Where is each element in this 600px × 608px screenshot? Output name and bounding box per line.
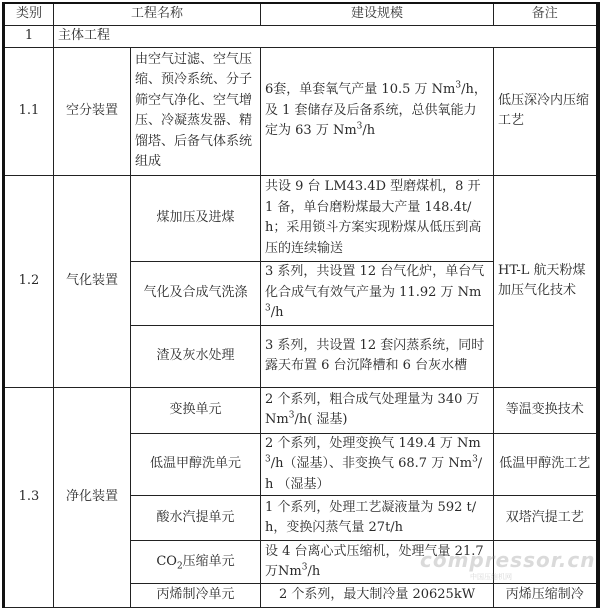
header-project-name: 工程名称	[54, 3, 261, 25]
scale-text: 设 4 台离心式压缩机，处理气量 21.7 万Nm	[265, 543, 484, 579]
section-row	[4, 25, 598, 47]
subrow-name: 酸水汽提单元	[131, 496, 261, 541]
scale-text: 2 个系列，处理变换气 149.4 万 Nm	[265, 435, 481, 451]
scale-text: /h	[362, 123, 376, 139]
subrow-scale	[261, 433, 494, 496]
superscript: 3	[472, 454, 478, 465]
subrow-scale: 2 个系列，最大制冷量 20625kW	[261, 584, 494, 608]
row-number: 1.3	[4, 387, 54, 608]
subrow-scale: 1 个系列，处理工艺凝液量为 592 t/h，变换闪蒸气量 27t/h	[261, 496, 494, 541]
subrow-name: 煤加压及进煤	[131, 175, 261, 261]
table-row-1-2-a	[4, 175, 598, 261]
row-name: 净化装置	[54, 387, 131, 608]
scale-text: /h，及 1 套储存及后备系统，总供氧能力定为 63 万 Nm	[265, 82, 487, 139]
scale-text: 2 个系列，粗合成气处理量为 340 万Nm	[265, 391, 480, 427]
subrow-remarks: 双塔汽提工艺	[494, 496, 598, 541]
scale-text: /h （湿基）	[265, 456, 483, 492]
row-name: 空分装置	[54, 47, 131, 175]
name-text: 压缩单元	[182, 553, 235, 569]
superscript: 3	[265, 303, 271, 314]
header-remarks: 备注	[494, 3, 598, 25]
table-row-1-1	[4, 47, 598, 175]
scale-text: /h	[307, 564, 321, 579]
subrow-name: 变换单元	[131, 387, 261, 433]
section-title: 主体工程	[54, 25, 598, 47]
table-container	[2, 2, 596, 608]
row-remarks: HT-L 航天粉煤加压气化技术	[494, 175, 598, 387]
section-number: 1	[4, 25, 54, 47]
superscript: 3	[265, 454, 271, 465]
subrow-name: 丙烯制冷单元	[131, 584, 261, 608]
row-name: 气化装置	[54, 175, 131, 387]
superscript: 3	[301, 562, 308, 573]
superscript: 3	[455, 80, 462, 91]
subrow-remarks: 低温甲醇洗工艺	[494, 433, 598, 496]
subrow-remarks	[494, 541, 598, 584]
superscript: 3	[288, 410, 295, 421]
subrow-scale: 3 系列，共设置 12 套闪蒸系统，同时露天布置 6 台沉降槽和 6 台灰水槽	[261, 325, 494, 387]
row-remarks: 低压深冷内压缩工艺	[494, 47, 598, 175]
table-row-1-3-a	[4, 387, 598, 433]
header-category: 类别	[4, 3, 54, 25]
subrow-scale	[261, 541, 494, 584]
row-detail: 由空气过滤、空气压缩、预冷系统、分子筛空气净化、空气增压、冷凝蒸发器、精馏塔、后备气体系统组成	[131, 47, 261, 175]
subscript: 2	[176, 561, 183, 572]
watermark-logo: compressor.cn	[420, 548, 596, 572]
subrow-name: 气化及合成气洗涤	[131, 261, 261, 325]
subrow-name: 渣及灰水处理	[131, 325, 261, 387]
subrow-remarks: 等温变换技术	[494, 387, 598, 433]
header-row	[4, 3, 598, 25]
name-text: CO	[156, 553, 177, 569]
subrow-name	[131, 541, 261, 584]
subrow-scale	[261, 387, 494, 433]
row-number: 1.2	[4, 175, 54, 387]
watermark-subtext: 中国压缩机网	[470, 573, 512, 581]
scale-text: 6套，单套氧气产量 10.5 万 Nm	[265, 82, 456, 98]
subrow-scale: 共设 9 台 LM43.4D 型磨煤机，8 开 1 备，单台磨粉煤最大产量 148.4t/h；采用锁斗方案实现粉煤从低压到高压的连续输送	[261, 175, 494, 261]
project-table	[2, 2, 600, 608]
scale-text: 3 系列，共设置 12 台气化炉，单台气化合成气有效气产量为 11.92 万 Nm	[265, 264, 485, 300]
subrow-name: 低温甲醇洗单元	[131, 433, 261, 496]
scale-text: /h( 湿基)	[294, 412, 348, 427]
row-scale	[261, 47, 494, 175]
header-scale: 建设规模	[261, 3, 494, 25]
subrow-remarks: 丙烯压缩制冷	[494, 584, 598, 608]
scale-text: /h	[270, 305, 284, 321]
subrow-scale	[261, 261, 494, 325]
scale-text: /h（湿基）、非变换气 68.7 万 Nm	[270, 456, 473, 471]
row-number: 1.1	[4, 47, 54, 175]
superscript: 3	[356, 121, 363, 132]
